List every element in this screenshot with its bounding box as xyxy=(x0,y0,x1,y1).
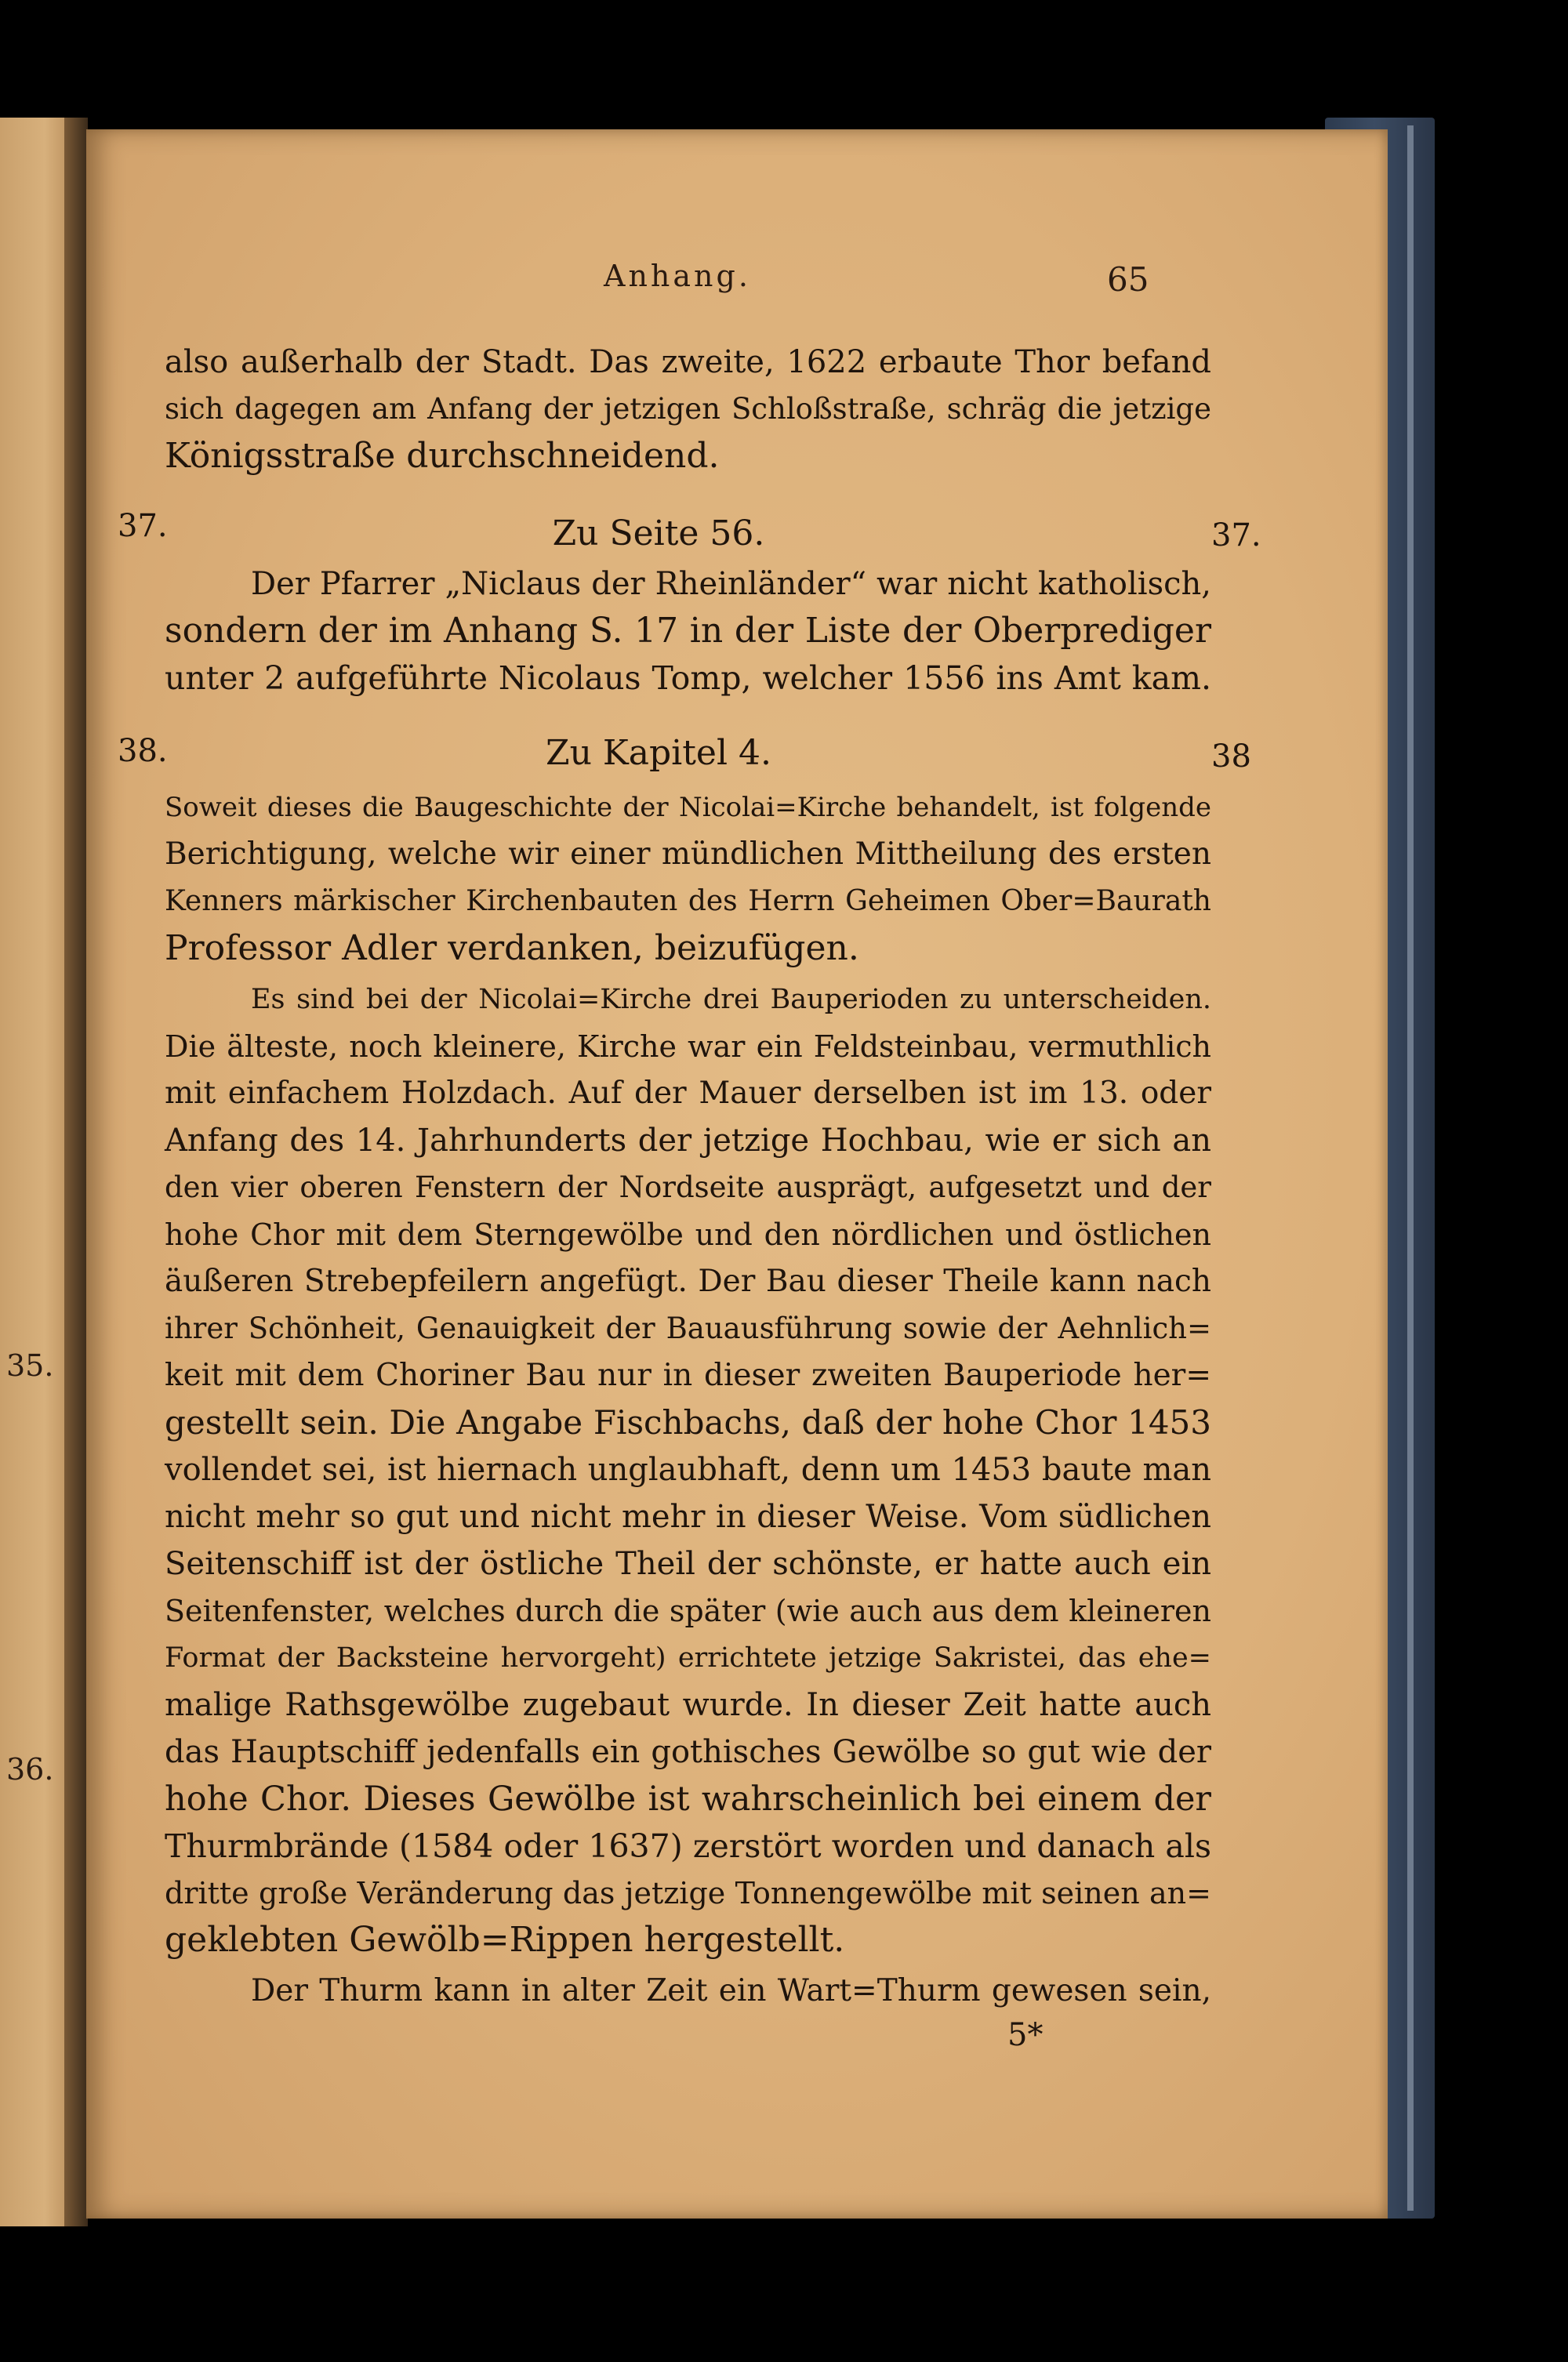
text-line: geklebten Gewölb=Rippen hergestellt. xyxy=(165,1920,845,1960)
text-line: Seitenschiff ist der östliche Theil der schönste, er hatte auch ein xyxy=(165,1546,1211,1582)
previous-page-edge xyxy=(0,118,74,2226)
text-line: äußeren Strebepfeilern angefügt. Der Bau dieser Theile kann nach xyxy=(165,1264,1211,1299)
section-heading-text: Zu Kapitel 4. xyxy=(546,733,771,773)
margin-note-number: 37. xyxy=(118,508,168,544)
running-title: Anhang. xyxy=(604,259,751,293)
margin-note-number: 38 xyxy=(1211,738,1251,775)
margin-note-number: 38. xyxy=(118,733,168,769)
text-line: Berichtigung, welche wir einer mündlichen Mittheilung des ersten xyxy=(165,836,1211,872)
text-line: Königsstraße durchschneidend. xyxy=(165,436,720,476)
text-line: Format der Backsteine hervorgeht) errichtete jetzige Sakristei, das ehe= xyxy=(165,1642,1211,1674)
text-line: dritte große Veränderung das jetzige Tonnengewölbe mit seinen an= xyxy=(165,1876,1211,1910)
text-line: den vier oberen Fenstern der Nordseite ausprägt, aufgesetzt und der xyxy=(165,1170,1211,1204)
text-line: Der Thurm kann in alter Zeit ein Wart=Thurm gewesen sein, xyxy=(251,1973,1211,2008)
section-heading xyxy=(0,733,1568,773)
text-line: mit einfachem Holzdach. Auf der Mauer derselben ist im 13. oder xyxy=(165,1076,1211,1111)
text-line: hohe Chor. Dieses Gewölbe ist wahrscheinlich bei einem der xyxy=(165,1780,1211,1819)
text-line: Es sind bei der Nicolai=Kirche drei Bauperioden zu unterscheiden. xyxy=(251,984,1211,1015)
text-line: gestellt sein. Die Angabe Fischbachs, daß der hohe Chor 1453 xyxy=(165,1403,1211,1442)
text-line: sondern der im Anhang S. 17 in der Liste der Oberprediger xyxy=(165,611,1211,651)
text-line: Thurmbrände (1584 oder 1637) zerstört worden und danach als xyxy=(165,1827,1211,1865)
text-line: Kenners märkischer Kirchenbauten des Herrn Geheimen Ober=Baurath xyxy=(165,885,1211,917)
text-line: das Hauptschiff jedenfalls ein gothisches Gewölbe so gut wie der xyxy=(165,1734,1211,1770)
text-line: nicht mehr so gut und nicht mehr in dieser Weise. Vom südlichen xyxy=(165,1499,1211,1535)
text-line: malige Rathsgewölbe zugebaut wurde. In dieser Zeit hatte auch xyxy=(165,1687,1211,1723)
text-line: unter 2 aufgeführte Nicolaus Tomp, welcher 1556 ins Amt kam. xyxy=(165,659,1211,697)
text-line: Professor Adler verdanken, beizufügen. xyxy=(165,928,859,968)
cover-edge xyxy=(1407,125,1414,2211)
text-line: Soweit dieses die Baugeschichte der Nicolai=Kirche behandelt, ist folgende xyxy=(165,792,1211,823)
text-line: keit mit dem Choriner Bau nur in dieser zweiten Bauperiode her= xyxy=(165,1358,1211,1393)
previous-page-margin-number: 35. xyxy=(6,1348,54,1383)
text-line: sich dagegen am Anfang der jetzigen Schloßstraße, schräg die jetzige xyxy=(165,392,1211,426)
text-line: vollendet sei, ist hiernach unglaubhaft, denn um 1453 baute man xyxy=(165,1452,1211,1488)
previous-page-margin-number: 36. xyxy=(6,1752,54,1787)
page-number: 65 xyxy=(1107,260,1149,299)
text-line: Seitenfenster, welches durch die später (wie auch aus dem kleineren xyxy=(165,1594,1211,1628)
section-heading xyxy=(0,513,1568,553)
text-line: also außerhalb der Stadt. Das zweite, 1622 erbaute Thor befand xyxy=(165,344,1211,380)
text-line: Die älteste, noch kleinere, Kirche war ein Feldsteinbau, vermuthlich xyxy=(165,1029,1211,1064)
running-header xyxy=(0,259,1568,306)
text-line: Der Pfarrer „Niclaus der Rheinländer“ war nicht katholisch, xyxy=(251,566,1211,602)
text-line: ihrer Schönheit, Genauigkeit der Bauausführung sowie der Aehnlich= xyxy=(165,1312,1211,1345)
text-line: hohe Chor mit dem Sterngewölbe und den nördlichen und östlichen xyxy=(165,1217,1211,1252)
section-heading-text: Zu Seite 56. xyxy=(552,513,765,553)
text-line: Anfang des 14. Jahrhunderts der jetzige Hochbau, wie er sich an xyxy=(165,1123,1211,1159)
signature-mark: 5* xyxy=(1007,2017,1044,2053)
margin-note-number: 37. xyxy=(1211,517,1261,553)
page-gutter xyxy=(64,118,88,2226)
